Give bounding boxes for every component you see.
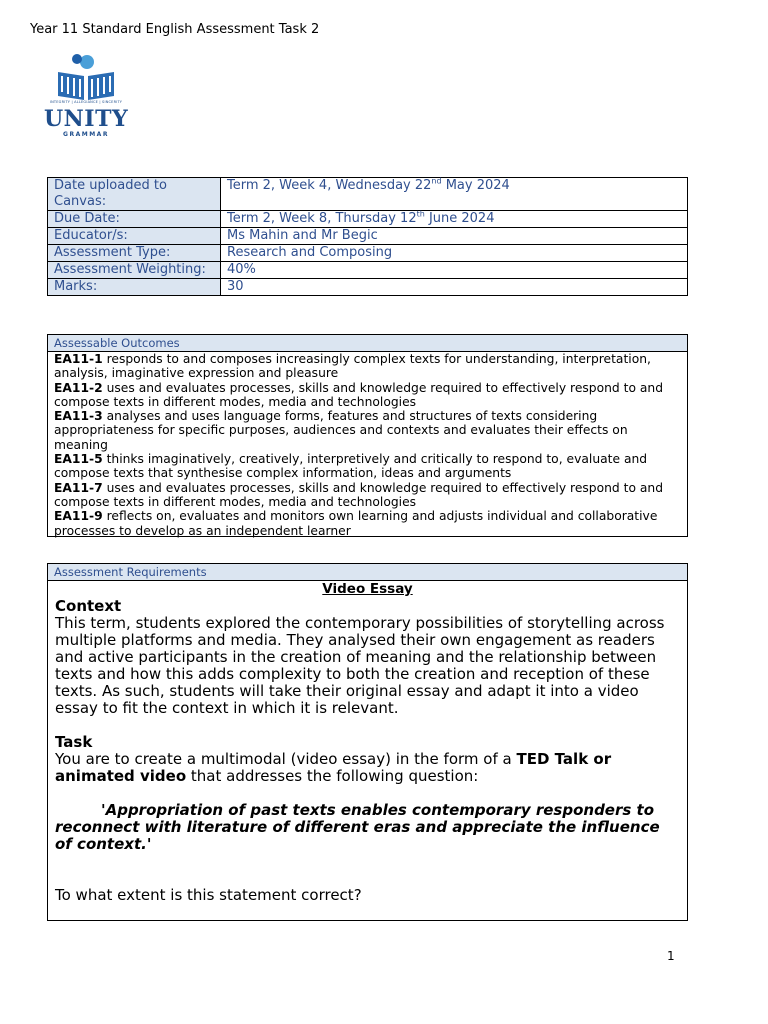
table-row — [48, 262, 688, 279]
assessment-info-table — [47, 177, 688, 296]
context-heading: Context — [55, 597, 122, 615]
table-row — [48, 245, 688, 262]
outcome-item: EA11-7 uses and evaluates processes, skills and knowledge required to effectively respond to and compose texts in different modes, media and technologies — [54, 480, 664, 509]
outcome-item: EA11-1 responds to and composes increasingly complex texts for understanding, interpretation, analysis, imaginative expression and pleasure — [54, 352, 651, 381]
outcome-item: EA11-3 analyses and uses language forms, features and structures of texts considering appropriateness for specific purposes, audiences and contexts and evaluates their effects on meaning — [54, 409, 628, 452]
row-label: Assessment Type: — [48, 245, 221, 262]
table-row — [48, 279, 688, 296]
table-row — [48, 178, 688, 211]
row-label: Due Date: — [48, 211, 221, 228]
row-label: Date uploaded to Canvas: — [48, 178, 221, 211]
logo-subtitle: GRAMMAR — [63, 131, 109, 138]
outcome-item: EA11-9 reflects on, evaluates and monitors own learning and adjusts individual and collaborative processes to develop as an independent learner — [54, 509, 658, 538]
row-value: Term 2, Week 8, Thursday 12th June 2024 — [221, 211, 688, 228]
row-value: Ms Mahin and Mr Begic — [221, 228, 688, 245]
school-logo — [44, 50, 128, 138]
task-heading: Task — [55, 733, 93, 751]
row-value: 40% — [221, 262, 688, 279]
document-header-title: Year 11 Standard English Assessment Task 2 — [30, 22, 320, 37]
row-value: Research and Composing — [221, 245, 688, 262]
logo-motto: INTEGRITY | ALLEGIANCE | SINCERITY — [49, 100, 123, 104]
row-label: Marks: — [48, 279, 221, 296]
book-person-icon — [44, 50, 128, 106]
outcomes-heading: Assessable Outcomes — [48, 335, 687, 352]
row-value: Term 2, Week 4, Wednesday 22nd May 2024 — [221, 178, 688, 211]
task-question: To what extent is this statement correct? — [55, 886, 362, 904]
table-row — [48, 211, 688, 228]
row-label: Educator/s: — [48, 228, 221, 245]
context-paragraph: This term, students explored the contemporary possibilities of storytelling across multiple platforms and media. They analysed their own engagement as readers and active participants in the creation of meaning and the relationship between texts and how this adds complexity to both the creation and reception of these texts. As such, students will take their original essay and adapt it into a video essay to fit the context in which it is relevant. — [55, 614, 665, 717]
outcome-item: EA11-2 uses and evaluates processes, skills and knowledge required to effectively respond to and compose texts in different modes, media and technologies — [54, 380, 664, 409]
table-row — [48, 228, 688, 245]
assessable-outcomes-box — [47, 334, 688, 537]
task-paragraph: You are to create a multimodal (video essay) in the form of a TED Talk or animated video that addresses the following question: — [55, 750, 612, 785]
requirements-heading: Assessment Requirements — [48, 564, 687, 581]
page-number: 1 — [667, 949, 675, 963]
assessment-requirements-box — [47, 563, 688, 921]
outcome-item: EA11-5 thinks imaginatively, creatively, interpretively and critically to respond to, evaluate and compose texts that synthesise complex information, ideas and arguments — [54, 452, 648, 481]
task-quote: 'Appropriation of past texts enables contemporary responders to reconnect with literature of different eras and appreciate the influence of context.' — [55, 801, 660, 853]
row-value: 30 — [221, 279, 688, 296]
requirements-title: Video Essay — [322, 581, 413, 597]
row-label: Assessment Weighting: — [48, 262, 221, 279]
logo-name: UNITY — [44, 106, 129, 132]
